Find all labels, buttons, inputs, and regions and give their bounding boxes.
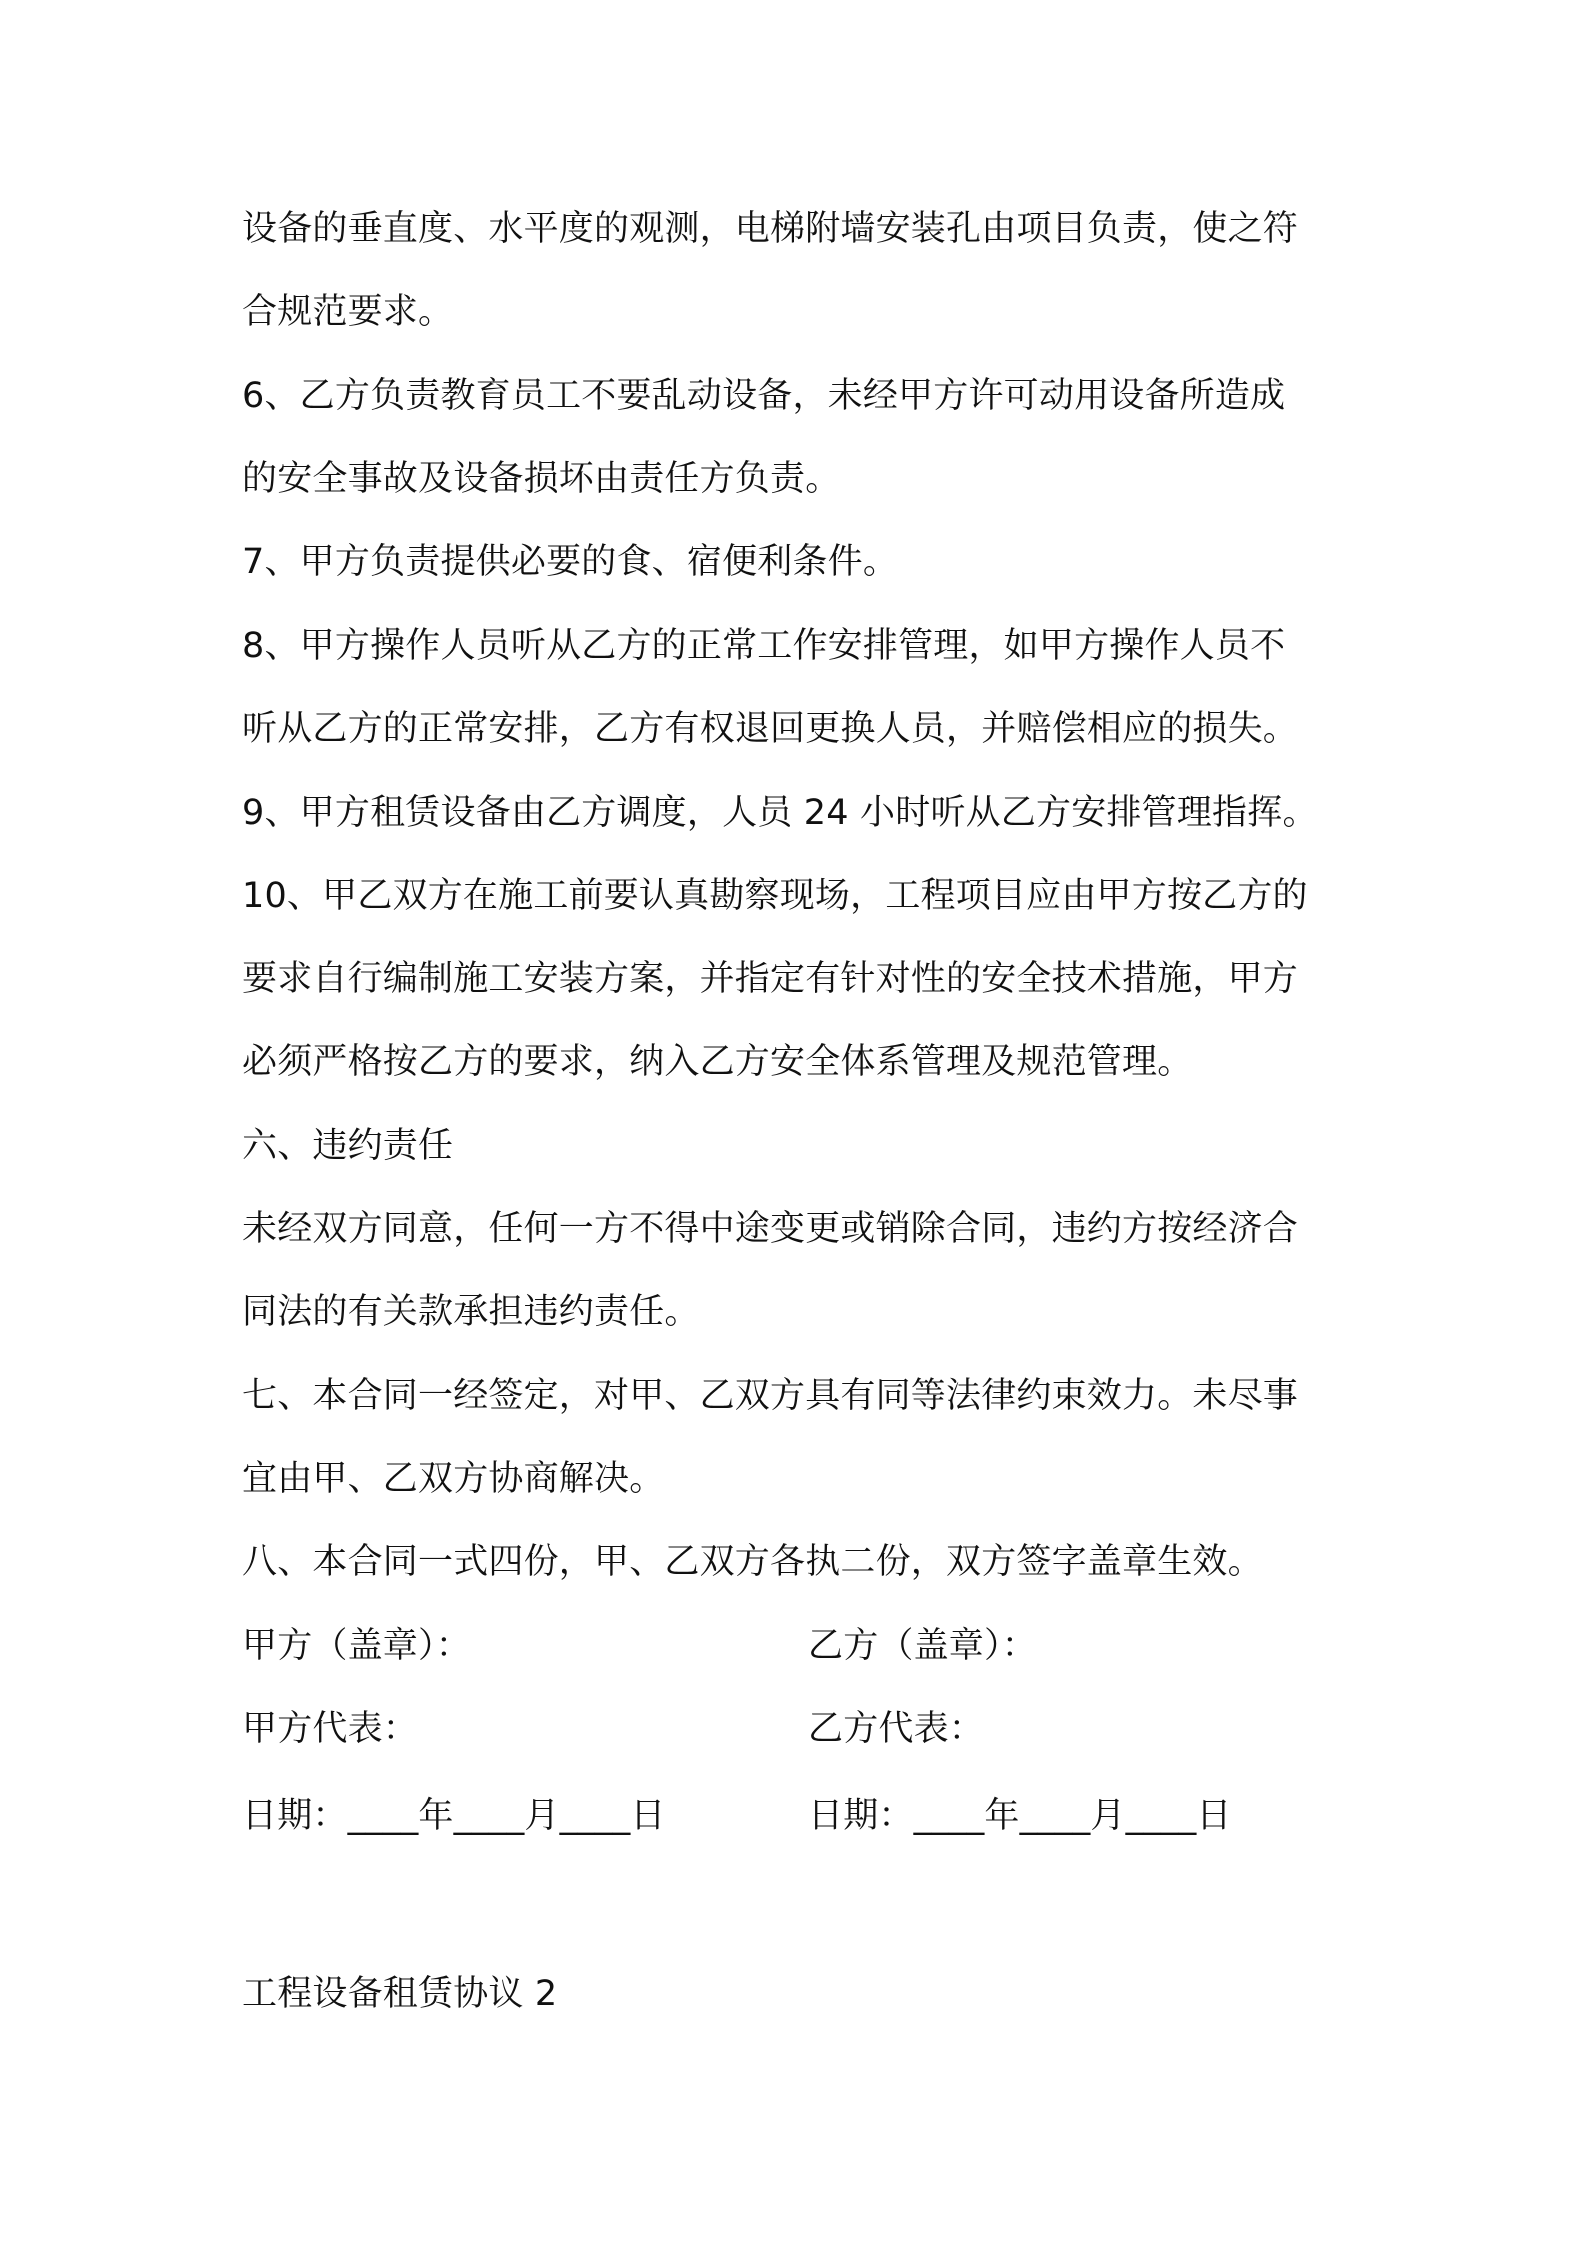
section-8: 八、本合同一式四份，甲、乙双方各执二份，双方签字盖章生效。 [242, 1542, 1263, 1582]
section-6-body-cont: 同法的有关款承担违约责任。 [242, 1292, 700, 1332]
section-7: 七、本合同一经签定，对甲、乙双方具有同等法律约束效力。未尽事 [242, 1376, 1299, 1416]
clause-9: 9、甲方租赁设备由乙方调度，人员 24 小时听从乙方安排管理指挥。 [242, 793, 1318, 833]
paragraph-line: 设备的垂直度、水平度的观测，电梯附墙安装孔由项目负责，使之符 [242, 209, 1299, 249]
party-a-representative: 甲方代表： [242, 1709, 419, 1749]
party-a-date: 日期：____年____月____日 [242, 1796, 666, 1836]
clause-8: 8、甲方操作人员听从乙方的正常工作安排管理，如甲方操作人员不 [242, 626, 1286, 666]
clause-10: 10、甲乙双方在施工前要认真勘察现场，工程项目应由甲方按乙方的 [242, 876, 1308, 916]
clause-10-cont: 要求自行编制施工安装方案，并指定有针对性的安全技术措施，甲方 [242, 959, 1299, 999]
party-a-seal: 甲方（盖章）： [242, 1626, 471, 1666]
section-7-cont: 宜由甲、乙双方协商解决。 [242, 1459, 665, 1499]
clause-10-cont: 必须严格按乙方的要求，纳入乙方安全体系管理及规范管理。 [242, 1042, 1193, 1082]
clause-8-cont: 听从乙方的正常安排，乙方有权退回更换人员，并赔偿相应的损失。 [242, 709, 1299, 749]
section-6-body: 未经双方同意，任何一方不得中途变更或销除合同，违约方按经济合 [242, 1209, 1299, 1249]
party-b-date: 日期：____年____月____日 [808, 1796, 1232, 1836]
paragraph-line: 合规范要求。 [242, 292, 454, 332]
party-b-representative: 乙方代表： [808, 1709, 985, 1749]
party-b-seal: 乙方（盖章）： [808, 1626, 1037, 1666]
next-agreement-title: 工程设备租赁协议 2 [242, 1974, 558, 2014]
section-6-heading: 六、违约责任 [242, 1126, 454, 1166]
clause-6-cont: 的安全事故及设备损坏由责任方负责。 [242, 459, 841, 499]
clause-7: 7、甲方负责提供必要的食、宿便利条件。 [242, 542, 899, 582]
clause-6: 6、乙方负责教育员工不要乱动设备，未经甲方许可动用设备所造成 [242, 376, 1286, 416]
